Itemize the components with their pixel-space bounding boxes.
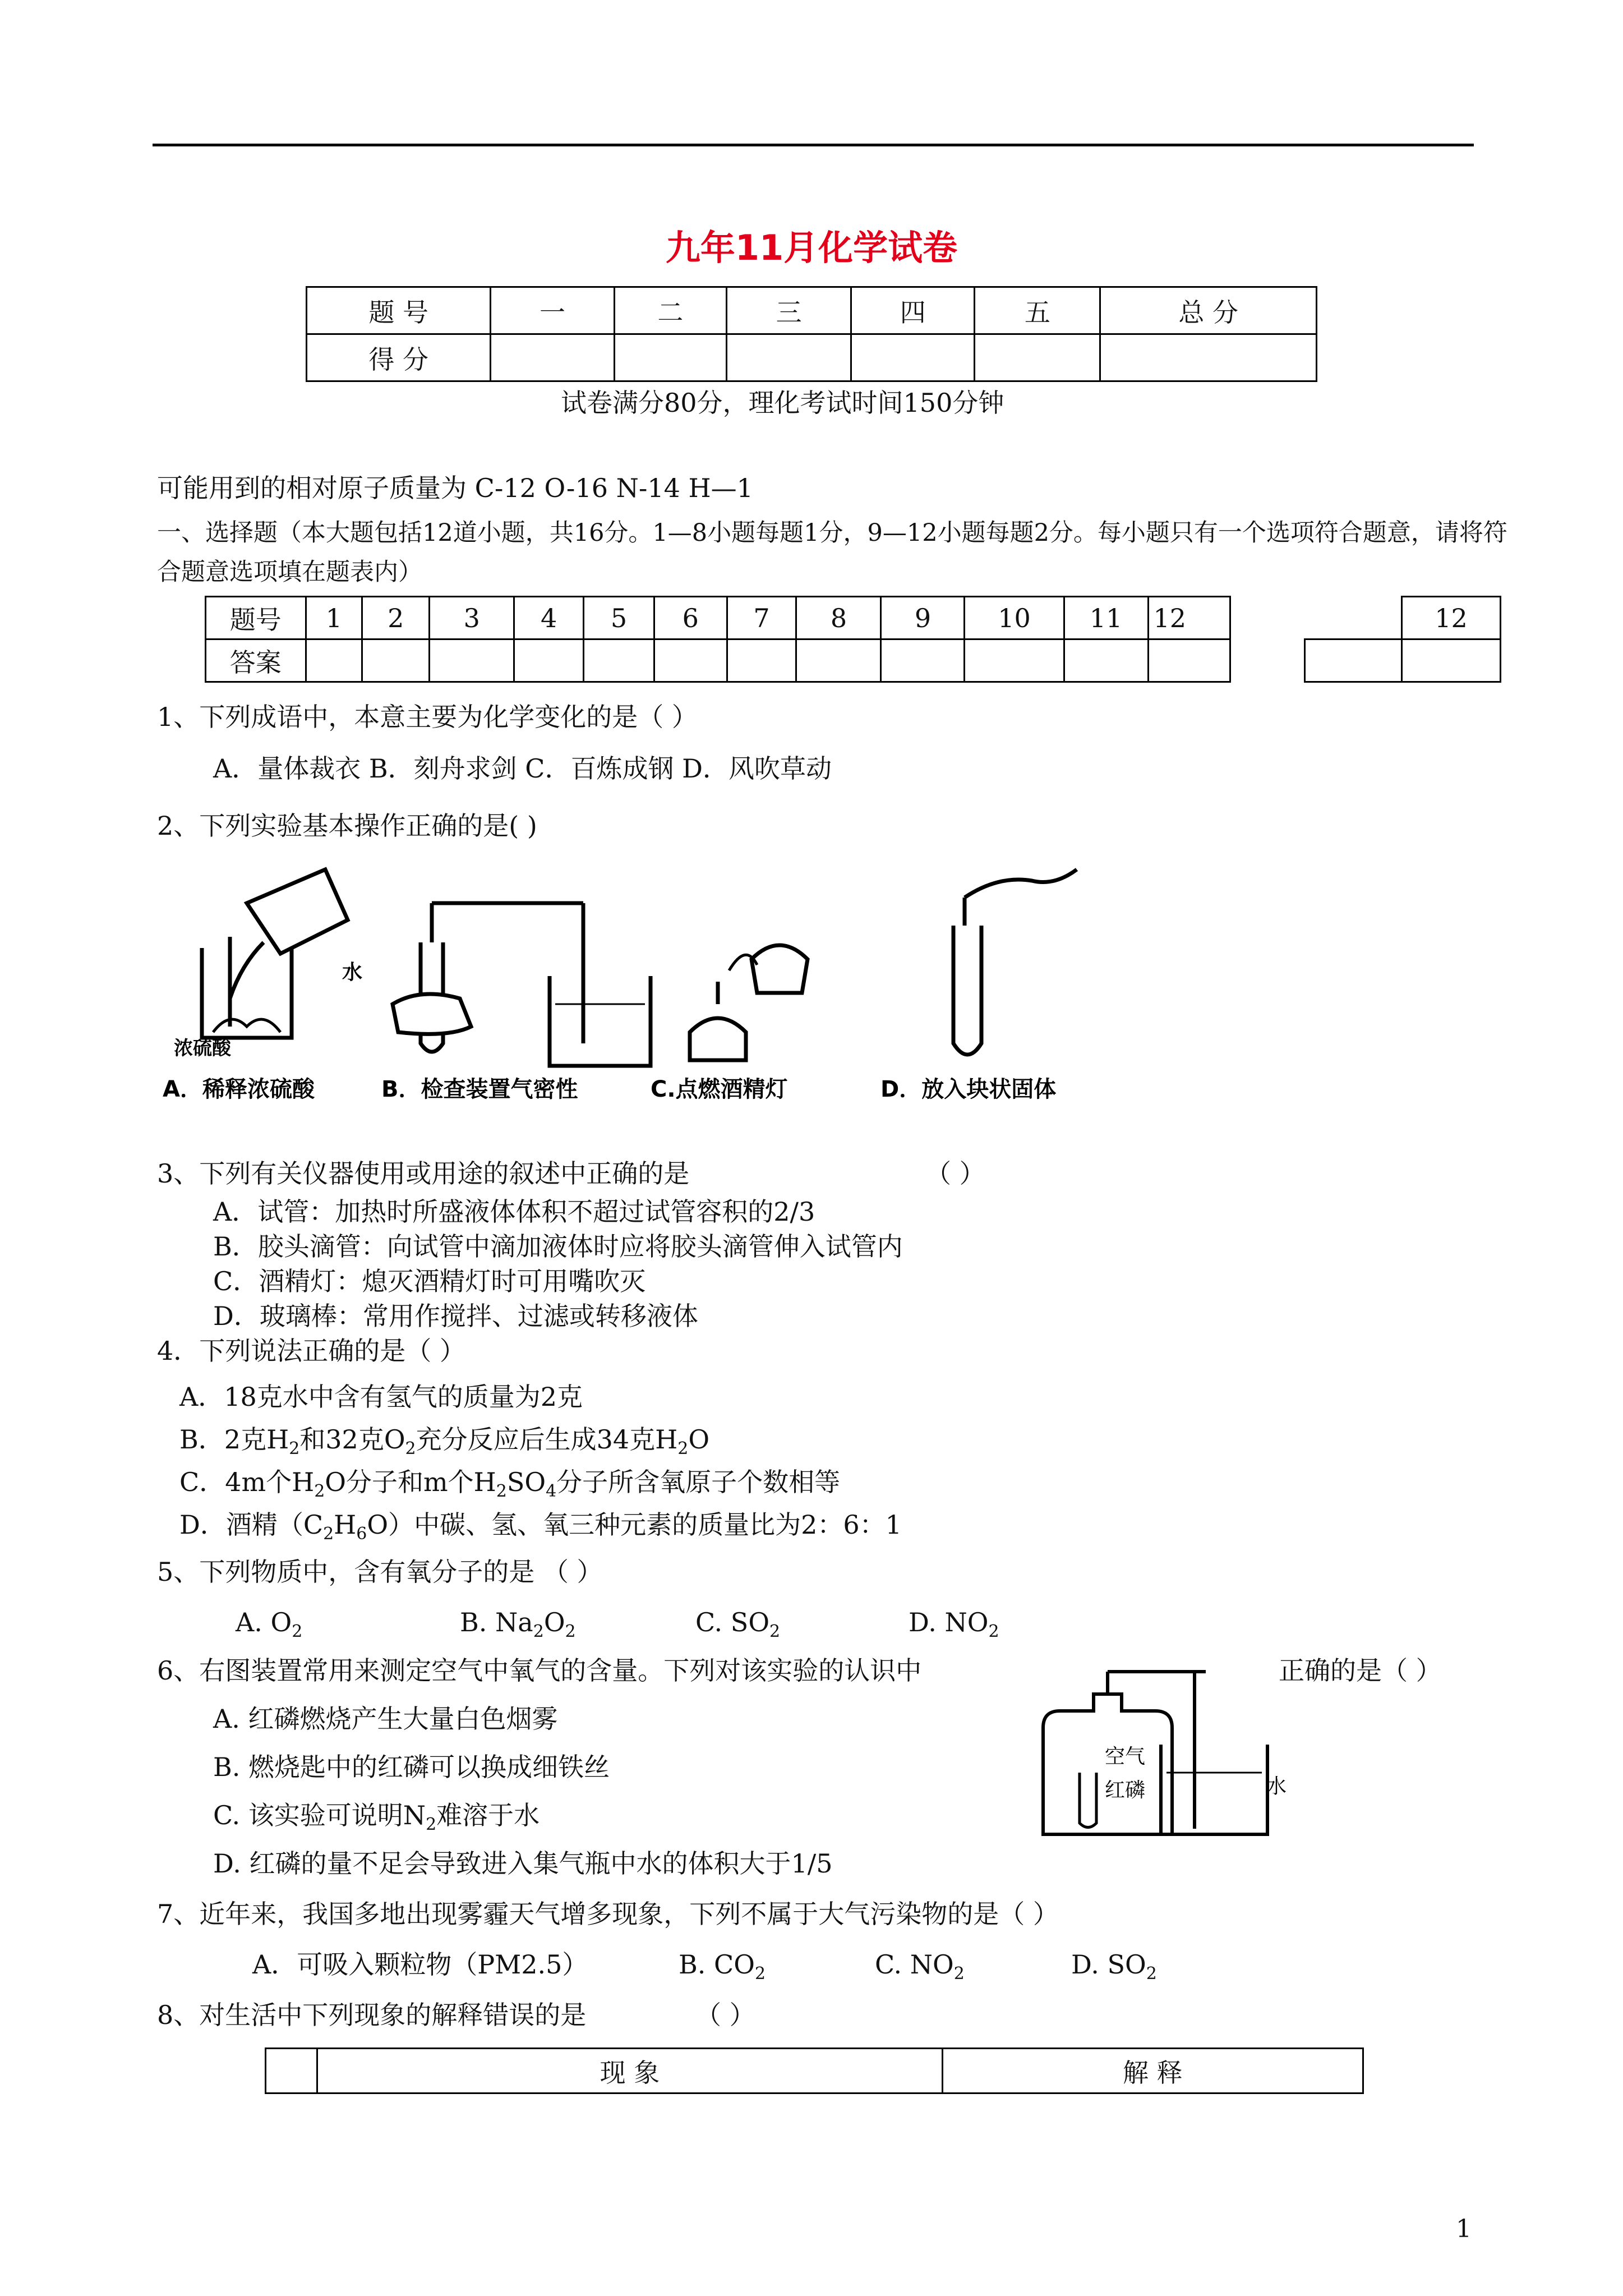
answer-input[interactable] xyxy=(1148,639,1230,682)
answer-number: 12 xyxy=(1402,597,1501,639)
q6-option-a: A. 红磷燃烧产生大量白色烟雾 xyxy=(213,1704,558,1734)
q5-option-b: B. $Na_2O_2$ xyxy=(460,1607,576,1641)
q5-stem: 5、下列物质中，含有氧分子的是 （ ） xyxy=(157,1557,603,1587)
score-input[interactable] xyxy=(491,334,614,381)
q7-option-a: A．可吸入颗粒物（PM2.5） xyxy=(252,1949,588,1980)
q1-options: A．量体裁衣 B．刻舟求剑 C．百炼成钢 D．风吹草动 xyxy=(213,753,832,784)
caption-d: D．放入块状固体 xyxy=(880,1076,1057,1102)
score-cell: 题 号 xyxy=(307,287,491,334)
q8-paren: （ ） xyxy=(695,2000,755,2030)
q6-apparatus-figure xyxy=(1026,1660,1287,1846)
answer-input[interactable] xyxy=(1064,639,1148,682)
answer-number: 1 xyxy=(306,597,362,639)
answer-number: 10 xyxy=(965,597,1064,639)
beaker-pouring-icon xyxy=(202,869,348,1038)
header-rule xyxy=(153,144,1474,146)
label-water: 水 xyxy=(1266,1775,1287,1798)
score-cell: 一 xyxy=(491,287,614,334)
answer-number: 2 xyxy=(362,597,430,639)
caption-a: A．稀释浓硫酸 xyxy=(163,1076,315,1102)
q5-option-a: A. $O_2$ xyxy=(236,1607,303,1641)
q3-option-d: D．玻璃棒：常用作搅拌、过滤或转移液体 xyxy=(213,1301,698,1331)
q8-blank-cell xyxy=(266,2049,317,2093)
alcohol-lamp-icon xyxy=(690,945,808,1060)
q3-paren: （ ） xyxy=(925,1158,985,1189)
answer-input[interactable] xyxy=(514,639,584,682)
q5-option-c: C. $SO_2$ xyxy=(695,1607,781,1641)
score-cell: 得 分 xyxy=(307,334,491,381)
q4-option-d: D．酒精$(C_2H_6O)$中碳、氢、氧三种元素的质量比为2：6：1 xyxy=(179,1510,902,1544)
q6-option-b: B. 燃烧匙中的红磷可以换成细铁丝 xyxy=(213,1752,610,1782)
page-number: 1 xyxy=(1456,2215,1472,2243)
answer-number: 7 xyxy=(727,597,796,639)
answer-input[interactable] xyxy=(796,639,881,682)
q6-stem-tail: 正确的是（ ） xyxy=(1279,1655,1442,1686)
section1-heading-cont: 合题意选项填在题表内） xyxy=(157,558,422,586)
answer-table xyxy=(205,596,1231,683)
q4-option-c: C．4m个$H_2O$分子和m个$H_2SO_4$分子所含氧原子个数相等 xyxy=(179,1467,841,1501)
score-cell: 三 xyxy=(727,287,851,334)
airtightness-apparatus-icon xyxy=(393,903,651,1066)
answer-number: 4 xyxy=(514,597,584,639)
answer-table-extra xyxy=(1304,596,1501,683)
score-input[interactable] xyxy=(851,334,975,381)
q2-stem: 2、下列实验基本操作正确的是( ) xyxy=(157,811,537,841)
score-cell: 五 xyxy=(975,287,1100,334)
q7-stem: 7、近年来，我国多地出现雾霾天气增多现象，下列不属于大气污染物的是（ ） xyxy=(157,1899,1059,1929)
answer-number: 6 xyxy=(654,597,727,639)
q3-option-c: C．酒精灯：熄灭酒精灯时可用嘴吹灭 xyxy=(213,1266,646,1296)
full-marks-note: 试卷满分80分，理化考试时间150分钟 xyxy=(561,388,1004,418)
q8-table xyxy=(265,2047,1364,2094)
score-input[interactable] xyxy=(614,334,727,381)
answer-number: 3 xyxy=(430,597,514,639)
score-input[interactable] xyxy=(727,334,851,381)
score-table xyxy=(306,286,1317,382)
answer-number: 9 xyxy=(881,597,965,639)
water-trough-icon xyxy=(1161,1745,1267,1834)
q5-option-d: D. $NO_2$ xyxy=(909,1607,999,1641)
q4-option-a: A．18克水中含有氢气的质量为2克 xyxy=(179,1382,583,1412)
q6-option-d: D. 红磷的量不足会导致进入集气瓶中水的体积大于1/5 xyxy=(213,1848,833,1879)
q2-figure xyxy=(157,858,1099,1105)
answer-input[interactable] xyxy=(881,639,965,682)
label-water: 水 xyxy=(342,961,363,984)
answer-input[interactable] xyxy=(727,639,796,682)
q8-col-explanation: 解 释 xyxy=(942,2049,1363,2093)
answer-label: 答案 xyxy=(206,639,306,682)
q6-option-c: C. 该实验可说明$N_2$难溶于水 xyxy=(213,1800,540,1834)
q1-stem: 1、下列成语中，本意主要为化学变化的是（ ） xyxy=(157,702,698,732)
score-cell: 二 xyxy=(614,287,727,334)
q4-option-b: B．2克$H_2$和32克$O_2$充分反应后生成34克$H_2O$ xyxy=(179,1424,710,1458)
q7-option-b: B. $CO_2$ xyxy=(679,1949,766,1984)
caption-c: C.点燃酒精灯 xyxy=(651,1076,788,1102)
answer-number: 8 xyxy=(796,597,881,639)
answer-input[interactable] xyxy=(654,639,727,682)
q3-option-a: A．试管：加热时所盛液体体积不超过试管容积的2/3 xyxy=(213,1197,815,1227)
q4-stem: 4．下列说法正确的是（ ） xyxy=(157,1336,465,1366)
q7-option-d: D. $SO_2$ xyxy=(1071,1949,1157,1984)
page-title: 九年11月化学试卷 xyxy=(665,227,958,268)
answer-input[interactable] xyxy=(965,639,1064,682)
score-cell: 四 xyxy=(851,287,975,334)
test-tube-solid-icon xyxy=(953,869,1077,1055)
q8-stem: 8、对生活中下列现象的解释错误的是 xyxy=(157,2000,587,2030)
answer-number: 5 xyxy=(584,597,654,639)
label-air: 空气 xyxy=(1105,1745,1146,1768)
q6-stem: 6、右图装置常用来测定空气中氧气的含量。下列对该实验的认识中 xyxy=(157,1655,922,1686)
answer-number: 11 xyxy=(1064,597,1148,639)
answer-input[interactable] xyxy=(306,639,362,682)
score-input[interactable] xyxy=(1100,334,1317,381)
atomic-mass-line: 可能用到的相对原子质量为 C-12 O-16 N-14 H—1 xyxy=(157,473,753,503)
answer-input[interactable] xyxy=(584,639,654,682)
q7-option-c: C. $NO_2$ xyxy=(875,1949,965,1984)
q3-stem: 3、下列有关仪器使用或用途的叙述中正确的是 xyxy=(157,1158,690,1189)
q3-option-b: B．胶头滴管：向试管中滴加液体时应将胶头滴管伸入试管内 xyxy=(213,1231,903,1262)
score-input[interactable] xyxy=(975,334,1100,381)
answer-header-label: 题号 xyxy=(206,597,306,639)
answer-input[interactable] xyxy=(430,639,514,682)
label-phosphorus: 红磷 xyxy=(1105,1779,1146,1802)
blank-cell xyxy=(1305,597,1402,639)
answer-number: 12 xyxy=(1148,597,1230,639)
label-acid: 浓硫酸 xyxy=(174,1037,231,1060)
section1-heading: 一、选择题（本大题包括12道小题，共16分。1—8小题每题1分，9—12小题每题2分。每小题只有一个选项符合题意，请将符 xyxy=(157,519,1507,547)
q8-col-phenomenon: 现 象 xyxy=(317,2049,942,2093)
answer-input[interactable] xyxy=(362,639,430,682)
caption-b: B．检查装置气密性 xyxy=(381,1076,578,1102)
answer-input[interactable] xyxy=(1402,639,1501,682)
score-cell: 总 分 xyxy=(1100,287,1317,334)
answer-input[interactable] xyxy=(1305,639,1402,682)
